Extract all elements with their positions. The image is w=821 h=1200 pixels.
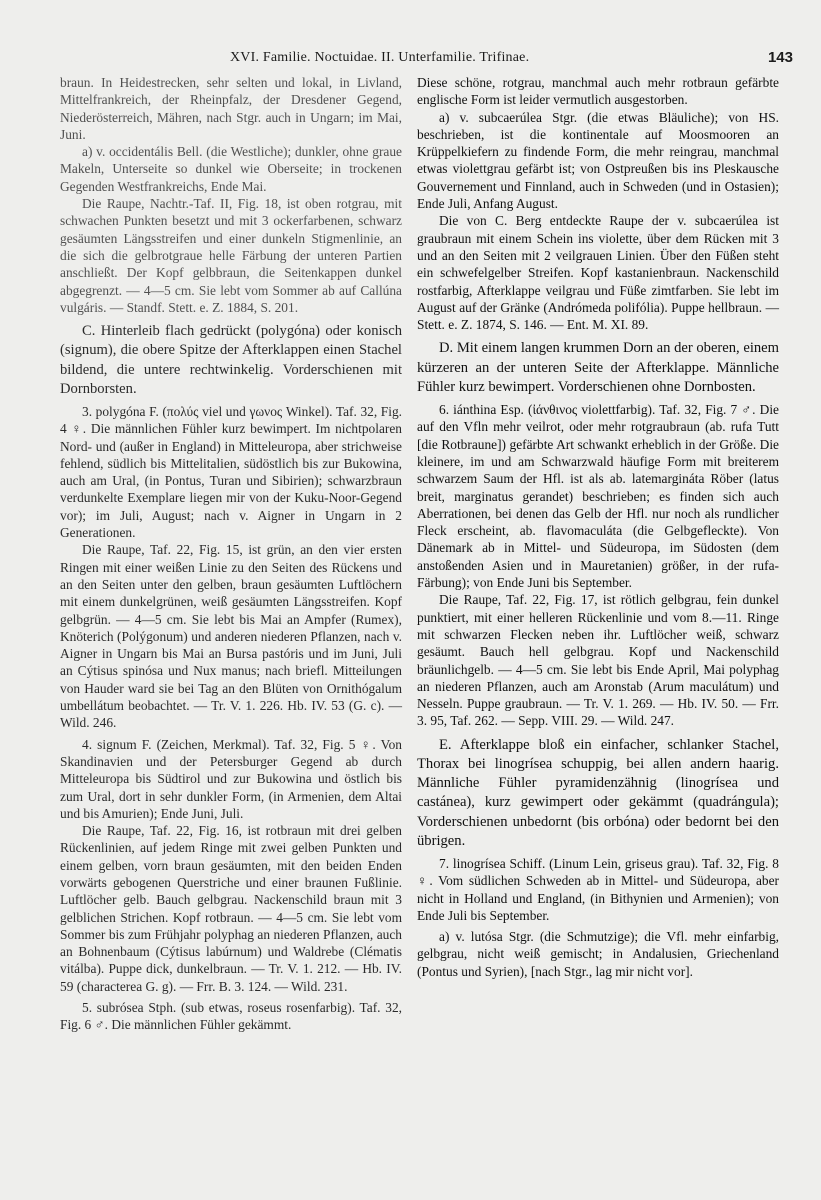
paragraph: Die Raupe, Taf. 22, Fig. 16, ist rotbraun mit drei gelben Rückenlinien, auf jedem Ringe mit zwei gelben Punkten und einem gelben, vorn braun gesäumten, mit den beiden Enden vorwärts gebogenen Querstriche und einer braunen Fußlinie. Luftlöcher gelb. Bauch gelbgrau. Nackenschild braun mit 3 gelblichen Strichen. Kopf rotbraun. — 4—5 cm. Sie lebt vom Sommer bis zum Frühjahr polyphag an niederen Pflanzen, auch an Bohnenbaum (Cýtisus labúrnum) und Waldrebe (Clématis vitálba). Puppe dick, dunkelbraun. — Tr. V. 1. 212. — Hb. IV. 59 (characterea G. g). — Frr. B. 3. 124. — Wild. 231. — [60, 823, 402, 994]
species-entry-linogrisea: 7. linogrísea Schiff. (Linum Lein, griseus grau). Taf. 32, Fig. 8 ♀. Vom südlichen Schweden ab in Mittel- und Südeuropa, aber nicht in Holland und England, (in Bithynien und Armenien); von Ende Juli bis September. — [417, 855, 779, 923]
paragraph: a) v. subcaerúlea Stgr. (die etwas Bläuliche); von HS. beschrieben, ist die kontinentale auf Moosmooren an Krüppelkiefern zu findende Form, die mehr reingrau, manchmal etwas violettgrau gefärbt ist; von Ostpreußen bis ins Pleskausche Gouvernement und Finnland, auch in Schweden (und in Ostasien); Ende Juli, Anfang August. — [417, 109, 779, 212]
species-entry-signum: 4. signum F. (Zeichen, Merkmal). Taf. 32, Fig. 5 ♀. Von Skandinavien und der Petersburger Gegend ab durch Mitteleuropa bis Südtirol und zur Bukowina und östlich bis zum Ural, dort in sehr dunkler Form, (in Armenien, dem Altai und bis Amurien); Ende Juni, Juli. — [60, 736, 402, 821]
running-title: XVI. Familie. Noctuidae. II. Unterfamilie. Trifinae. — [230, 50, 530, 65]
species-entry-ianthina: 6. iánthina Esp. (ἰάνθινος violettfarbig). Taf. 32, Fig. 7 ♂. Die auf den Vfln mehr veilrot, oder mehr rotgraubraun (ab. rufa Tutt [die Rotbraune]) gefärbte Art schwankt erheblich in der Größe. Die kleinere, im und am Schwarzwald häufige Form mit breiterem schwarzem Saum der Hfl. ist als ab. latemargináta Röber (latus breit, marginatus gerandet) beschrieben; es finden sich auch Aberrationen, bei denen das Gelb der Hfl. nur noch als rundlicher Fleck erscheint, ab. flavomaculáta (die Gelbgefleckte). Von Dänemark ab in Mittel- und Südeuropa, im Südosten (dem anstoßenden Asien und in Mauretanien) größer, in der rufa-Färbung); von Ende Juni bis September. — [417, 402, 779, 591]
paragraph: Die Raupe, Taf. 22, Fig. 17, ist rötlich gelbgrau, fein dunkel punktiert, mit einer helleren Rückenlinie und vom 8.—11. Ringe mit schwarzen Flecken neben ihr. Luftlöcher weiß, schwarz gesäumt. Bauch hell gelbgrau. Kopf und Nackenschild bräunlichgelb. — 4—5 cm. Sie lebt bis Ende April, Mai polyphag an niederen Pflanzen, auch am Aronstab (Arum maculátum) und Nesseln. Puppe graubraun. — Tr. V. 1. 269. — Hb. IV. 50. — Frr. 3. 95, Taf. 262. — Sepp. VIII. 29. — Wild. 247. — [417, 592, 779, 729]
paragraph: braun. In Heidestrecken, sehr selten und lokal, in Livland, Mittelfrankreich, der Rheinpfalz, der Dresdener Gegend, Niederösterreich, Mähren, nach Stgr. auch in Ungarn; im Mai, Juni. — [60, 75, 402, 142]
right-column — [417, 74, 779, 980]
paragraph: Die Raupe, Nachtr.-Taf. II, Fig. 18, ist oben rotgrau, mit schwachen Punkten besetzt und mit 3 ockerfarbenen, schwarz gesäumten Längsstreifen und einer dunkeln Stigmenlinie, an die sich die gelbrotgraue helle Färbung der unteren Partien anschließt. Der Kopf gelbbraun, die Seitenkappen dunkel abgegrenzt. — 4—5 cm. Sie lebt vom Sommer ab auf Callúna vulgáris. — Standf. Stett. e. Z. 1884, S. 201. — [60, 196, 402, 315]
paragraph: Diese schöne, rotgrau, manchmal auch mehr rotbraun gefärbte englische Form ist leider vermutlich ausgestorben. — [417, 75, 779, 108]
section-key-e: E. Afterklappe bloß ein einfacher, schlanker Stachel, Thorax bei linogrísea schuppig, bei allen andern haarig. Männliche Fühler pyramidenzähnig (linogrísea und castánea), kurz gewimpert oder gekämmt (quadrángula); Vorderschienen unbedornt (bis orbóna) oder bedornt bei den übrigen. — [417, 736, 779, 849]
paragraph: a) v. occidentális Bell. (die Westliche); dunkler, ohne graue Makeln, Unterseite so dunkel wie Oberseite; in trockenen Gegenden Westfrankreichs, Ende Mai. — [60, 144, 402, 194]
paragraph: Die Raupe, Taf. 22, Fig. 15, ist grün, an den vier ersten Ringen mit einer weißen Linie zu den Seiten des Rückens und an den Seiten unter den gelben, braun gesäumten Luftlöchern mit einem dunkelgrünen, weiß gesäumten Längsstreifen. Kopf gelbgrün. — 4—5 cm. Sie lebt bis Mai an Ampfer (Rumex), Knöterich (Polýgonum) und anderen niederen Pflanzen, nach v. Aigner in Ungarn bis Mai an Bursa pastóris und im Juni, Juli an Cýtisus spinósa und Nux manus; nach briefl. Mitteilungen von Hauder ward sie bei Tag an den Blüten von Ornithógalum umbellátum beobachtet. — Tr. V. 1. 226. Hb. IV. 53 (G. c). — Wild. 246. — [60, 542, 402, 731]
section-key-d: D. Mit einem langen krummen Dorn an der oberen, einem kürzeren an der unteren Seite der Afterklappe. Männliche Fühler kurz bewimpert. Vorderschienen ohne Dornbosten. — [417, 340, 780, 395]
paragraph: Die von C. Berg entdeckte Raupe der v. subcaerúlea ist graubraun mit einem Schein ins violette, über dem Rücken mit 3 und an den Seiten mit 2 veilgrauen Linien. Über den Füßen steht ein schwefelgelber Streifen. Kopf kastanienbraun. Nackenschild rostfarbig, Afterklappe veilgrau und Füße zimtfarben. Sie lebt im August auf der Gränke (Andrómeda polifólia). Puppe hellbraun. — Stett. e. Z. 1874, S. 146. — Ent. M. XI. 89. — [417, 213, 779, 333]
running-header — [0, 50, 821, 72]
paragraph: a) v. lutósa Stgr. (die Schmutzige); die Vfl. mehr einfarbig, gelbgrau, nicht weiß gemischt; in Andalusien, Griechenland (Pontus und Syrien), [nach Stgr., lag mir nicht vor]. — [417, 929, 779, 979]
left-column — [60, 74, 402, 1034]
species-entry-polygona: 3. polygóna F. (πολύς viel und γωνος Winkel). Taf. 32, Fig. 4 ♀. Die männlichen Fühler kurz bewimpert. Im nichtpolaren Nord- und (außer in England) in Mitteleuropa, aber strichweise fehlend, südlich bis Mittelitalien, südöstlich bis zur Bukowina, auch am Ural, (in Pontus, Turan und Sibirien); schwarzbraun verdunkelte Exemplare liegen mir von der Kuku-Noor-Gegend vor); im Juli, August; nach v. Aigner in Ungarn in 2 Generationen. — [60, 403, 402, 541]
page-number: 143 — [767, 49, 793, 66]
section-key-c: C. Hinterleib flach gedrückt (polygóna) oder konisch (signum), die obere Spitze der Afterklappen einen Stachel bildend, die untere rechtwinkelig. Vorderschienen mit Dornborsten. — [60, 323, 402, 397]
species-entry-subrosea: 5. subrósea Stph. (sub etwas, roseus rosenfarbig). Taf. 32, Fig. 6 ♂. Die männlichen Fühler gekämmt. — [60, 1000, 402, 1033]
